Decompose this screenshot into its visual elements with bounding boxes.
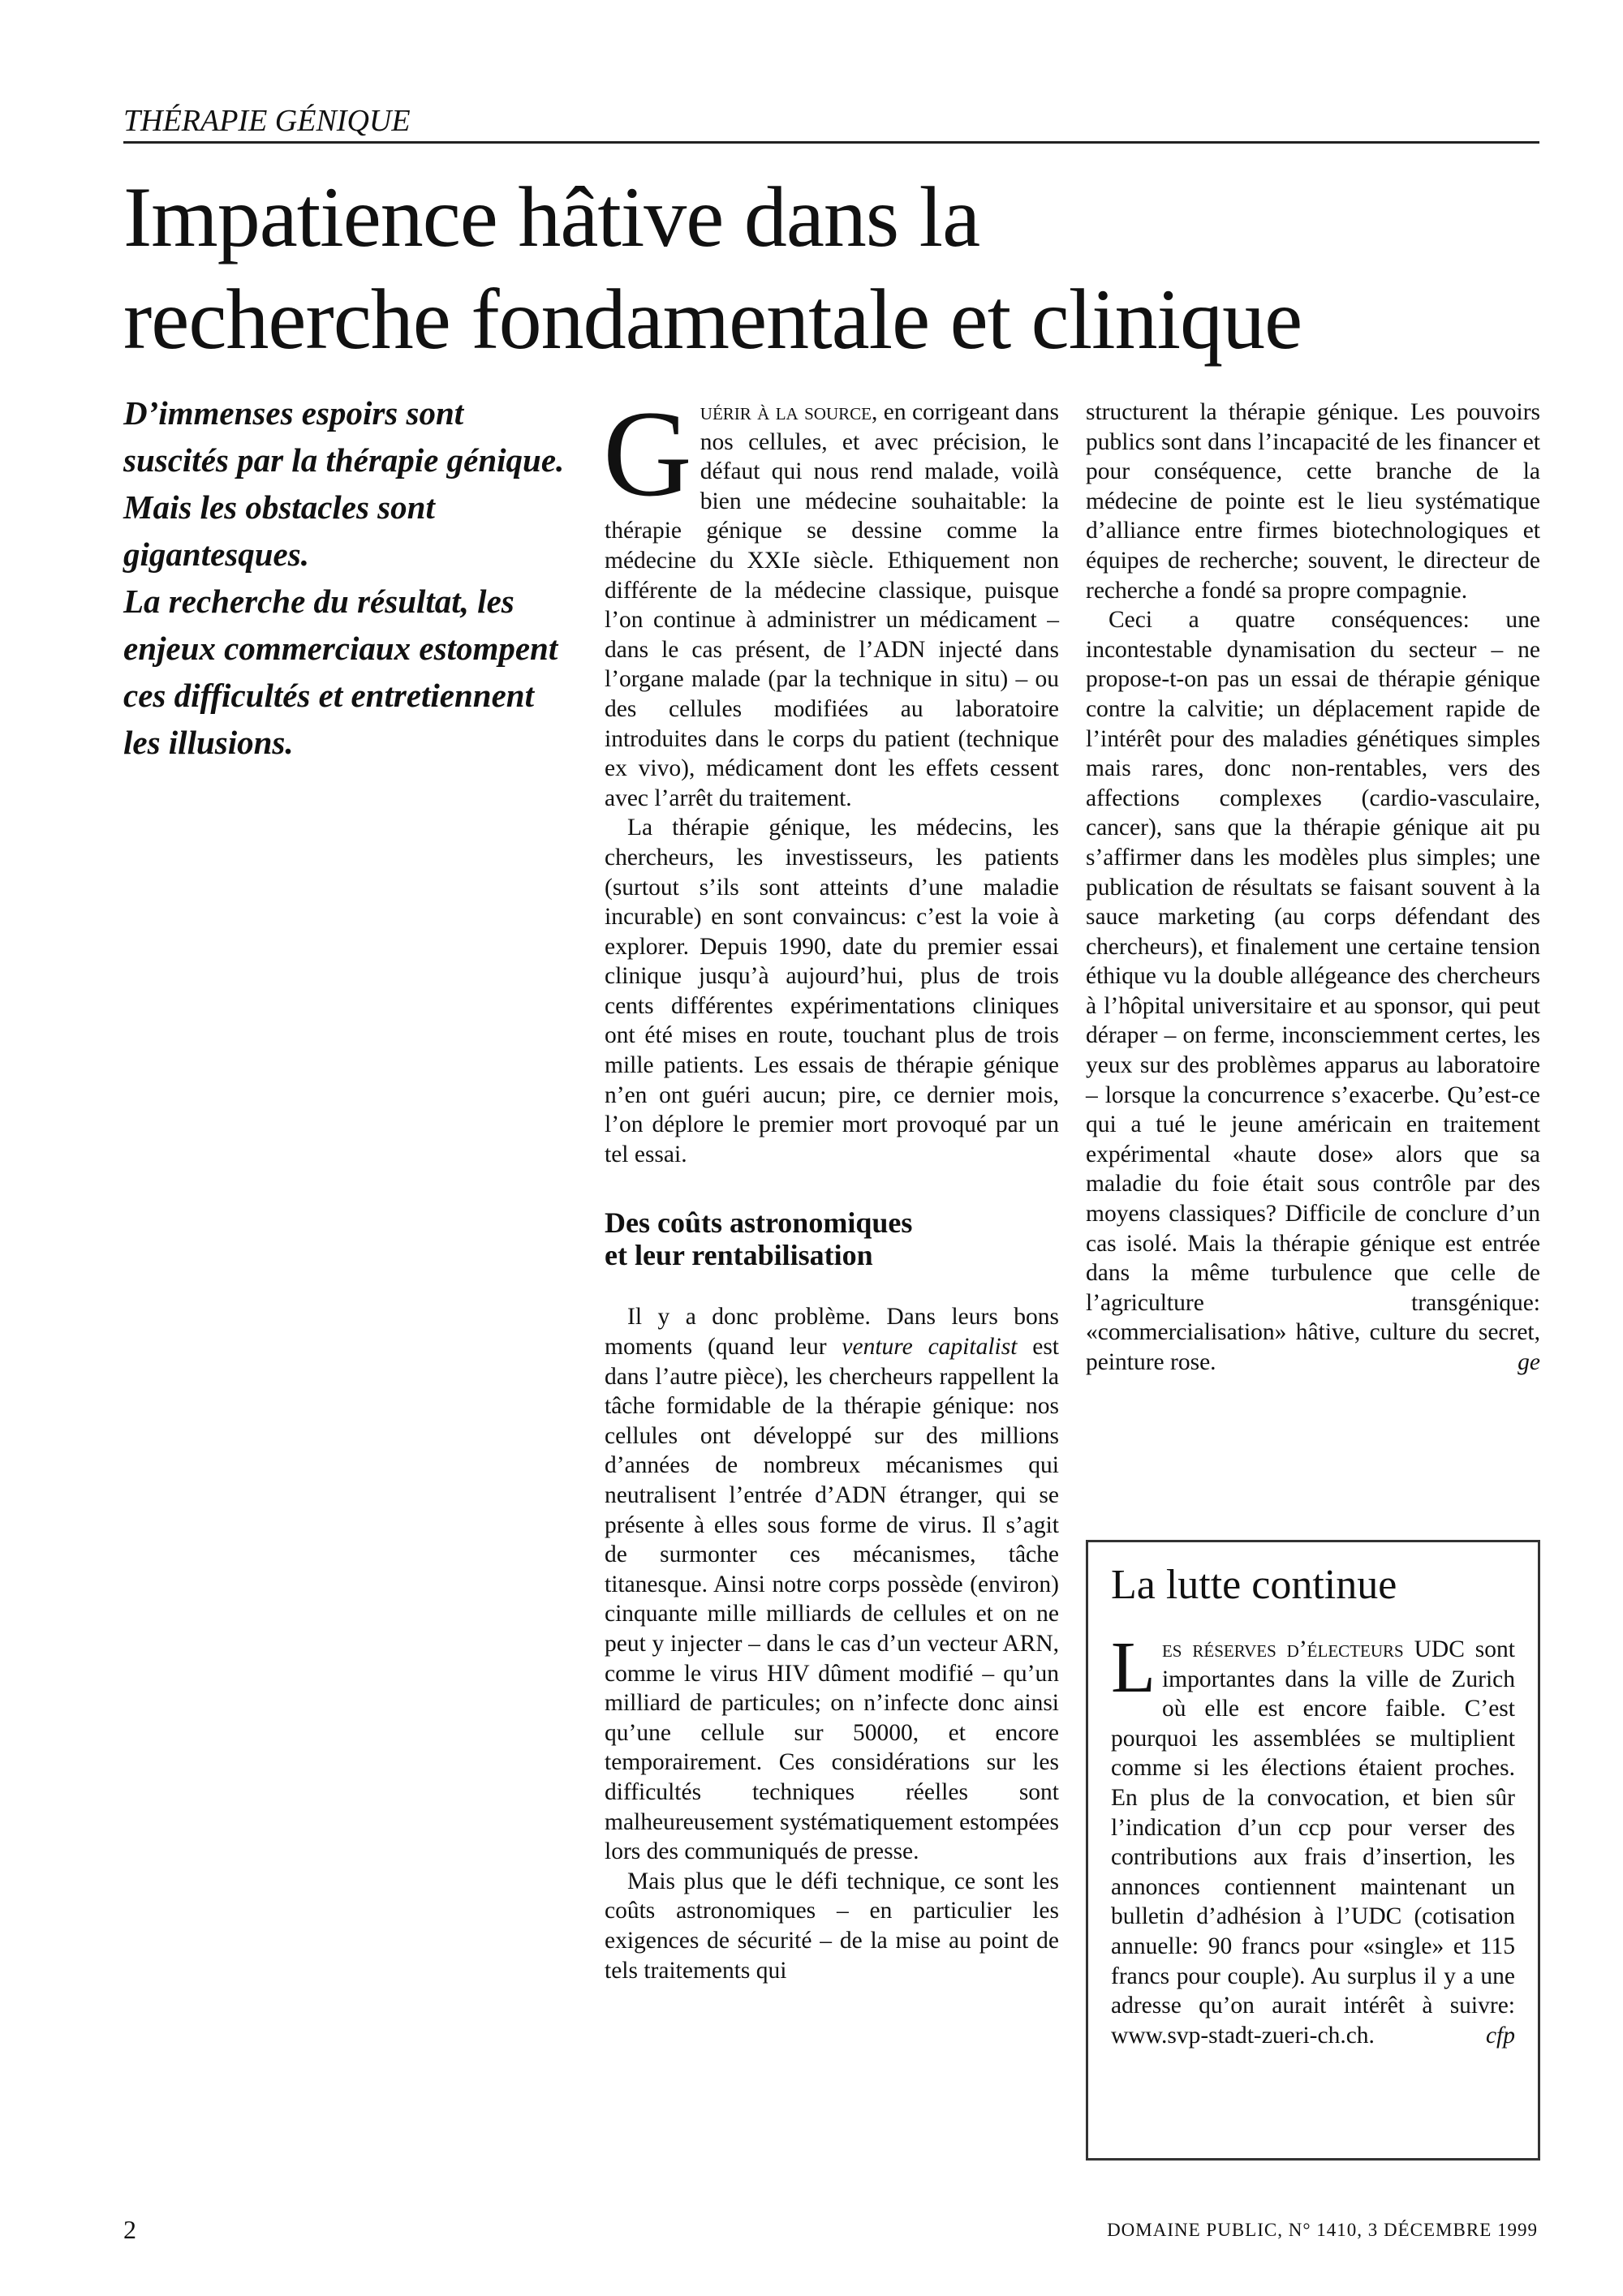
lead-paragraph-1: D’immenses espoirs sont suscités par la thérapie génique. Mais les obstacles sont gigantesques. — [123, 394, 565, 573]
article-subheading — [605, 1206, 1059, 1271]
box-opening-smallcaps: es réserves d’électeurs — [1161, 1636, 1404, 1662]
subheading-line-2: et leur rentabilisation — [605, 1239, 873, 1272]
paragraph-3-italic: venture capitalist — [842, 1334, 1018, 1361]
article-paragraph-4-start: Mais plus que le défi technique, ce sont les coûts astronomiques – en particulier les exigences de sécurité – de la mise au point de tels traitements qui — [605, 1868, 1059, 1984]
paragraph-3-text-a: Il y a donc problème. Dans leurs bons moments (quand leur — [605, 1304, 1059, 1361]
box-body: UDC sont importantes dans la ville de Zurich où elle est encore faible. C’est pourquoi les assemblées se multiplient comme si les élections étaient proches. En plus de la convocation, et bien sûr l’indication d’un ccp pour verser des contributions aux frais d’insertion, les annonces contiennent maintenant un bulletin d’adhésion à l’UDC (cotisation annuelle: 90 francs pour «single» et 115 francs pour couple). Au surplus il y a une adresse qu’on aurait intérêt à suivre: www.svp-stadt-zueri-ch.ch. — [1111, 1636, 1515, 2049]
box-title: La lutte continue — [1111, 1562, 1397, 1608]
page-number: 2 — [123, 2215, 136, 2244]
lead-paragraph-2: La recherche du résultat, les enjeux commerciaux estompent ces difficultés et entretiennent les illusions. — [123, 583, 558, 761]
opening-smallcaps: uérir à la source — [700, 399, 872, 425]
article-paragraph-2: La thérapie génique, les médecins, les chercheurs, les investisseurs, les patients (surtout s’ils sont atteints d’une maladie incurable) en sont convaincus: c’est la voie à explorer. Depuis 1990, date du premier essai clinique jusqu’à aujourd’hui, plus de trois cents différentes expérimentations cliniques ont été mises en route, touchant plus de trois mille patients. Les essais de thérapie génique n’en ont guéri aucun; pire, ce dernier mois, l’on déplore le premier mort provoqué par un tel essai. — [605, 815, 1059, 1167]
publication-footer: DOMAINE PUBLIC, N° 1410, 3 DÉCEMBRE 1999 — [1107, 2220, 1538, 2240]
article-signature: ge — [1518, 1349, 1540, 1375]
subheading-line-1: Des coûts astronomiques — [605, 1206, 913, 1240]
sidebar-box — [1086, 1540, 1540, 2161]
drop-cap: G — [603, 385, 692, 522]
article-paragraph-4-continued: structurent la thérapie génique. Les pouvoirs publics sont dans l’incapacité de les financer et pour conséquence, cette branche de la médecine de pointe est le lieu systématique d’alliance entre firmes biotechnologiques et équipes de recherche; souvent, le directeur de recherche a fondé sa propre compagnie. — [1086, 399, 1540, 604]
paragraph-1-text: , en corrigeant dans nos cellules, et avec précision, le défaut qui nous rend malade, voilà bien une médecine souhaitable: la thérapie génique se dessine comme la médecine du XXIe siècle. Ethiquement non différente de la médecine classique, puisque l’on continue à administrer un médicament – dans le cas présent, de l’ADN injecté dans l’organe malade (par la technique in situ) – ou des cellules modifiées au laboratoire introduites dans le corps du patient (technique ex vivo), médicament dont les effets cessent avec l’arrêt du traitement. — [605, 399, 1059, 811]
headline-line-2: recherche fondamentale et clinique — [123, 272, 1302, 367]
box-signature: cfp — [1485, 2022, 1515, 2049]
box-drop-cap: L — [1111, 1627, 1156, 1708]
article-headline — [123, 166, 1552, 371]
article-paragraph-1 — [603, 385, 1059, 813]
article-paragraph-3 — [605, 1302, 1059, 1866]
article-column-2 — [1086, 398, 1540, 1378]
paragraph-3-text-b: est dans l’autre pièce), les chercheurs rappellent la tâche formidable de la thérapie génique: nos cellules ont développé sur des millions d’années de nombreux mécanismes qui neutralisent l’entrée d’ADN étranger, qui se présente à elles sous forme de virus. Il s’agit de surmonter ces mécanismes, tâche titanesque. Ainsi notre corps possède (environ) cinquante mille milliards de cellules et on ne peut y injecter – dans le cas d’un vecteur ARN, comme le virus HIV dûment modifié – qu’un milliard de particules; on n’infecte donc ainsi qu’une cellule sur 50000, et encore temporairement. Ces considérations sur les difficultés techniques réelles sont malheureusement systématiquement estompées lors des communiqués de presse. — [605, 1334, 1059, 1865]
article-paragraph-5 — [1086, 605, 1540, 1377]
section-rubric: THÉRAPIE GÉNIQUE — [123, 102, 1539, 144]
article-lead — [123, 389, 566, 766]
box-text — [1111, 1627, 1515, 2050]
headline-line-1: Impatience hâtive dans la — [123, 170, 980, 264]
article-column-1 — [603, 385, 1059, 1985]
paragraph-5-text: Ceci a quatre conséquences: une incontestable dynamisation du secteur – ne propose-t-on pas un essai de thérapie génique contre la calvitie; un déplacement rapide de l’intérêt pour des maladies génétiques simples mais rares, donc non-rentables, vers des affections complexes (cardio-vasculaire, cancer), sans que la thérapie génique ait pu s’affirmer dans les modèles plus simples; une publication de résultats se faisant souvent à la sauce marketing (au corps défendant des chercheurs), et finalement une certaine tension éthique vu la double allégeance des chercheurs à l’hôpital universitaire et au sponsor, qui peut déraper – on ferme, inconsciemment certes, les yeux sur des problèmes apparus au laboratoire – lorsque la concurrence s’exacerbe. Qu’est-ce qui a tué le jeune américain en traitement expérimental «haute dose» alors que sa maladie du foie était sous contrôle par des moyens classiques? Difficile de conclure d’un cas isolé. Mais la thérapie génique est entrée dans la même turbulence que celle de l’agriculture transgénique: «commercialisation» hâtive, culture du secret, peinture rose. — [1086, 607, 1540, 1375]
